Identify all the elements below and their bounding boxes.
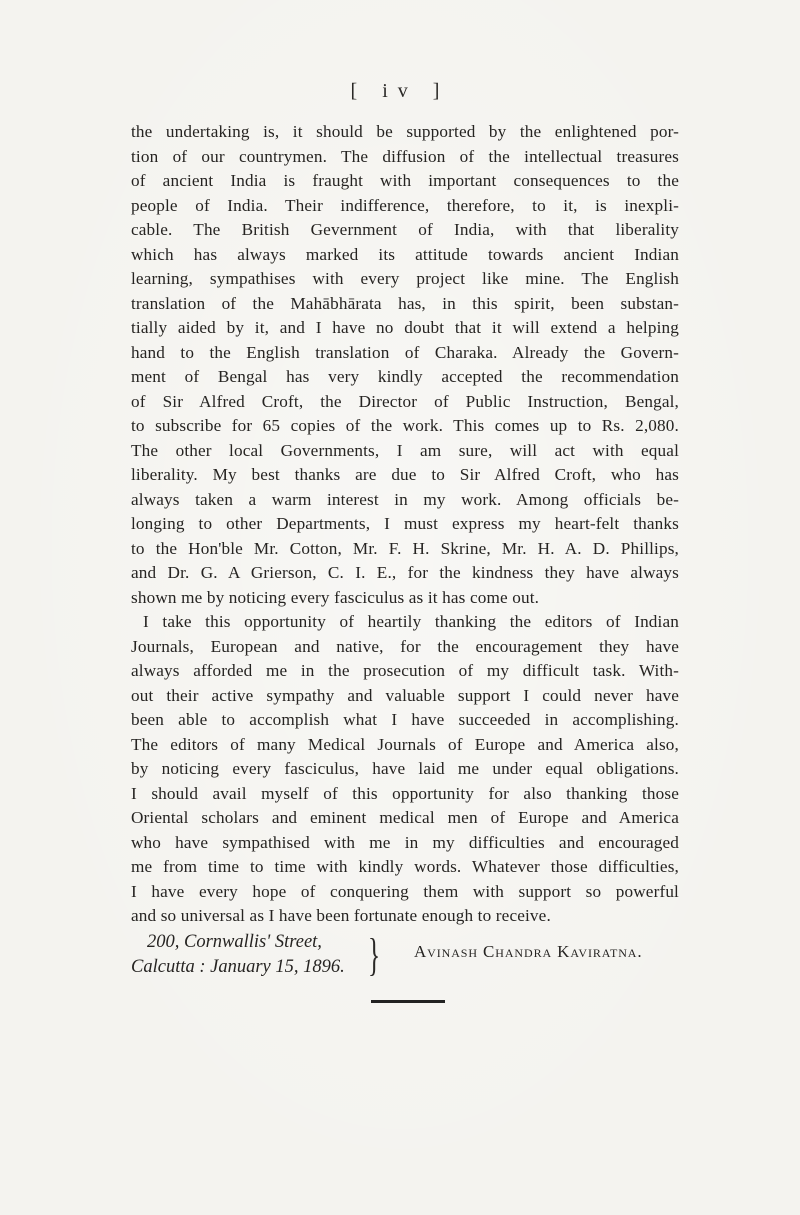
author-name: Avinash Chandra Kaviratna. <box>414 942 643 961</box>
text-line: shown me by noticing every fasciculus as it has come out. <box>131 587 540 607</box>
text-line: by noticing every fasciculus, have laid me under equal obligations. <box>131 759 679 778</box>
text-line: Journals, European and native, for the encouragement they have <box>131 636 679 656</box>
text-line: I have every hope of conquering them with support so powerful <box>131 881 679 901</box>
text-line: and Dr. G. A Grierson, C. I. E., for the kindness they have always <box>131 563 679 582</box>
address-city-date: Calcutta : January 15, 1896. <box>131 957 345 977</box>
text-line: people of India. Their indifference, therefore, to it, is inexpli- <box>131 195 679 215</box>
text-line: ment of Bengal has very kindly accepted the recommendation <box>131 367 679 386</box>
text-line: hand to the English translation of Charaka. Already the Govern- <box>131 342 679 362</box>
text-line: I take this opportunity of heartily thanking the editors of Indian <box>143 612 679 631</box>
address <box>131 930 371 980</box>
text-line: cable. The British Gevernment of India, with that liberality <box>131 220 679 239</box>
text-line: which has always marked its attitude towards ancient Indian <box>131 244 679 264</box>
signature-block <box>131 930 691 980</box>
paragraph-1 <box>131 120 679 610</box>
text-line: The other local Governments, I am sure, will act with equal <box>131 440 679 460</box>
closing-rule <box>371 1000 445 1003</box>
text-line: translation of the Mahābhārata has, in this spirit, been substan- <box>131 293 679 313</box>
text-line: been able to accomplish what I have succeeded in accomplishing. <box>131 710 679 729</box>
text-line: of ancient India is fraught with important consequences to the <box>131 171 679 190</box>
text-line: always taken a warm interest in my work. Among officials be- <box>131 489 679 509</box>
text-line: I should avail myself of this opportunity for also thanking those <box>131 783 679 803</box>
body-text <box>131 120 679 929</box>
text-line: Oriental scholars and eminent medical men of Europe and America <box>131 808 679 827</box>
text-line: and so universal as I have been fortunate enough to receive. <box>131 906 551 925</box>
text-line: of Sir Alfred Croft, the Director of Public Instruction, Bengal, <box>131 391 679 411</box>
text-line: learning, sympathises with every project like mine. The English <box>131 269 679 288</box>
brace-mark: } <box>368 929 381 980</box>
paragraph-2 <box>131 610 679 929</box>
text-line: tion of our countrymen. The diffusion of the intellectual treasures <box>131 146 679 166</box>
text-line: liberality. My best thanks are due to Sir Alfred Croft, who has <box>131 465 679 484</box>
text-line: to the Hon'ble Mr. Cotton, Mr. F. H. Skrine, Mr. H. A. D. Phillips, <box>131 538 679 558</box>
text-line: out their active sympathy and valuable support I could never have <box>131 685 679 705</box>
text-line: The editors of many Medical Journals of Europe and America also, <box>131 734 679 754</box>
text-line: the undertaking is, it should be supported by the enlightened por- <box>131 122 679 141</box>
text-line: always afforded me in the prosecution of my difficult task. With- <box>131 661 679 680</box>
text-line: longing to other Departments, I must express my heart-felt thanks <box>131 514 679 533</box>
text-line: me from time to time with kindly words. Whatever those difficulties, <box>131 857 679 876</box>
address-street: 200, Cornwallis' Street, <box>147 932 322 952</box>
page-number: [ iv ] <box>350 80 450 102</box>
text-line: to subscribe for 65 copies of the work. This comes up to Rs. 2,080. <box>131 416 679 435</box>
text-line: tially aided by it, and I have no doubt that it will extend a helping <box>131 318 679 337</box>
text-line: who have sympathised with me in my difficulties and encouraged <box>131 832 679 852</box>
